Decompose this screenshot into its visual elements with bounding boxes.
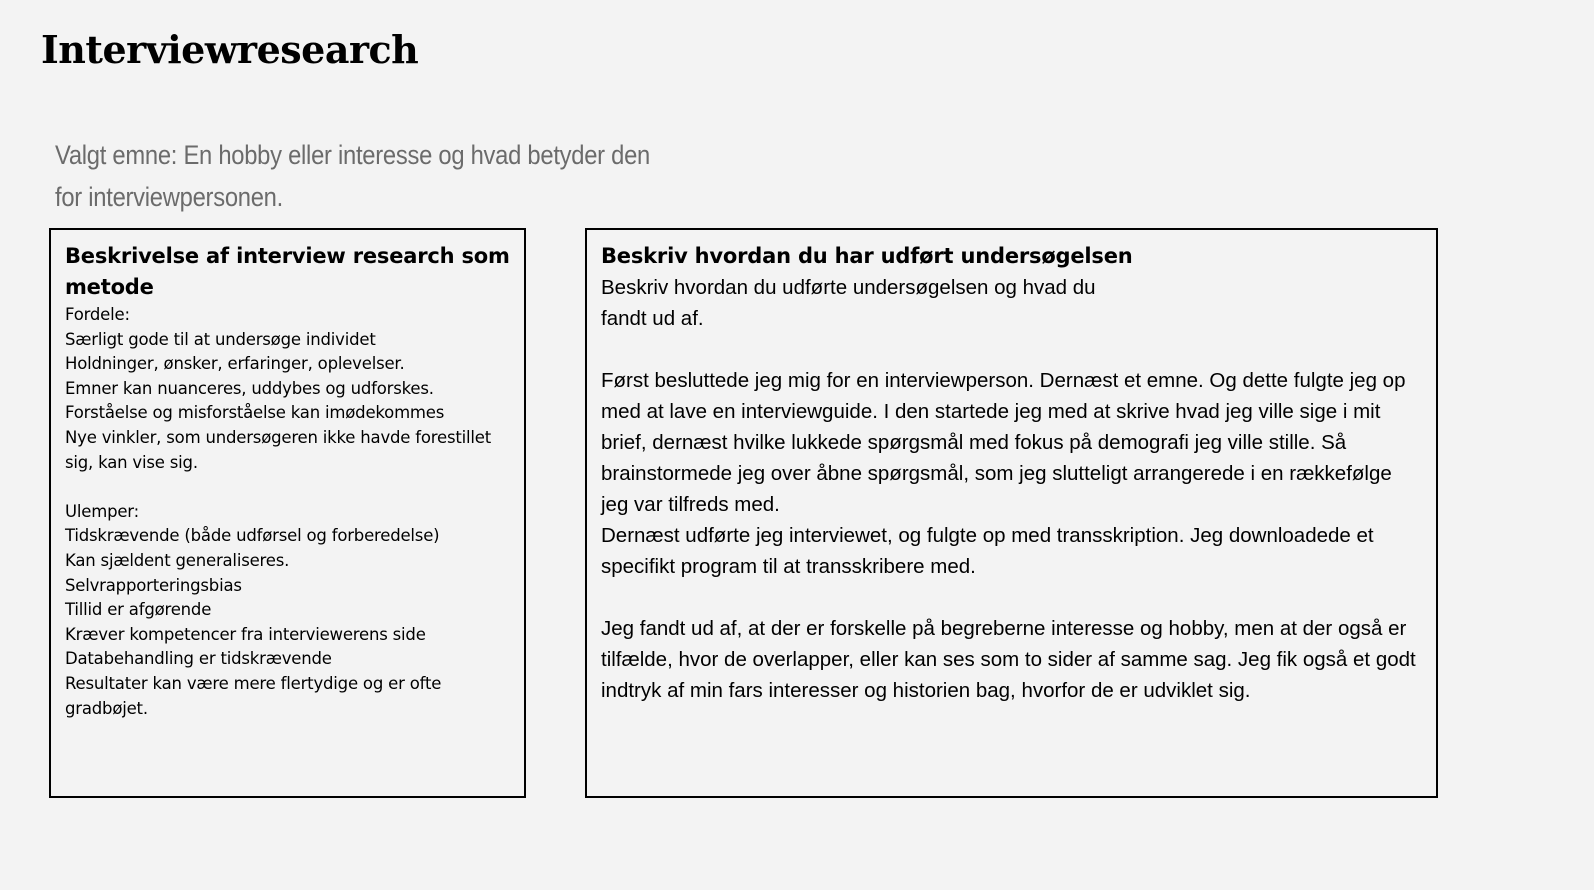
pros-item: Emner kan nuanceres, uddybes og udforskes. xyxy=(65,378,434,398)
cons-label: Ulemper: xyxy=(65,501,139,521)
process-box-heading: Beskriv hvordan du har udført undersøgelsen xyxy=(601,244,1133,268)
process-paragraph-1: Først besluttede jeg mig for en interviewperson. Dernæst et emne. Og dette fulgte jeg op med at lave en interviewguide. I den startede jeg med at skrive hvad jeg ville sige i mit brief, dernæst hvilke lukkede spørgsmål med fokus på demografi jeg ville stille. Så brainstormede jeg over åbne spørgsmål, som jeg slutteligt arrangerede i en rækkefølge jeg var tilfreds med. xyxy=(601,369,1406,516)
process-description-box[interactable] xyxy=(585,228,1438,798)
process-paragraph-2: Dernæst udførte jeg interviewet, og fulgte op med transskription. Jeg downloadede et specifikt program til at transskribere med. xyxy=(601,524,1374,578)
cons-item: Tidskrævende (både udførsel og forberedelse) xyxy=(65,526,440,546)
cons-item: Kan sjældent generaliseres. xyxy=(65,550,290,570)
spacer xyxy=(65,475,512,500)
pros-label: Fordele: xyxy=(65,305,130,324)
method-box-heading: Beskrivelse af interview research som metode xyxy=(65,244,510,299)
topic-subtitle: Valgt emne: En hobby eller interesse og hvad betyder den for interviewpersonen. xyxy=(55,140,651,212)
cons-item: Databehandling er tidskrævende xyxy=(65,649,332,669)
process-intro: Beskriv hvordan du udførte undersøgelsen og hvad du fandt ud af. xyxy=(601,276,1096,330)
pros-item: Forståelse og misforståelse kan imødekommes xyxy=(65,403,445,423)
cons-item: Resultater kan være mere flertydige og er ofte gradbøjet. xyxy=(65,673,442,718)
process-paragraph-3: Jeg fandt ud af, at der er forskelle på begreberne interesse og hobby, men at der også er tilfælde, hvor de overlapper, eller kan ses som to sider af samme sag. Jeg fik også et godt indtryk af min fars interesser og historien bag, hvorfor de er udviklet sig. xyxy=(601,617,1416,702)
pros-item: Særligt gode til at undersøge individet xyxy=(65,329,376,349)
cons-item: Kræver kompetencer fra interviewerens side xyxy=(65,624,426,644)
process-box-body xyxy=(601,272,1424,706)
page-title: Interviewresearch xyxy=(41,27,419,72)
spacer xyxy=(601,334,1424,365)
spacer xyxy=(601,582,1424,613)
method-description-box[interactable] xyxy=(49,228,526,798)
pros-item: Holdninger, ønsker, erfaringer, oplevelser. xyxy=(65,354,405,374)
cons-item: Tillid er afgørende xyxy=(65,600,212,620)
pros-item: Nye vinkler, som undersøgeren ikke havde forestillet sig, kan vise sig. xyxy=(65,427,492,472)
cons-item: Selvrapporteringsbias xyxy=(65,575,242,595)
method-box-body xyxy=(65,303,512,721)
